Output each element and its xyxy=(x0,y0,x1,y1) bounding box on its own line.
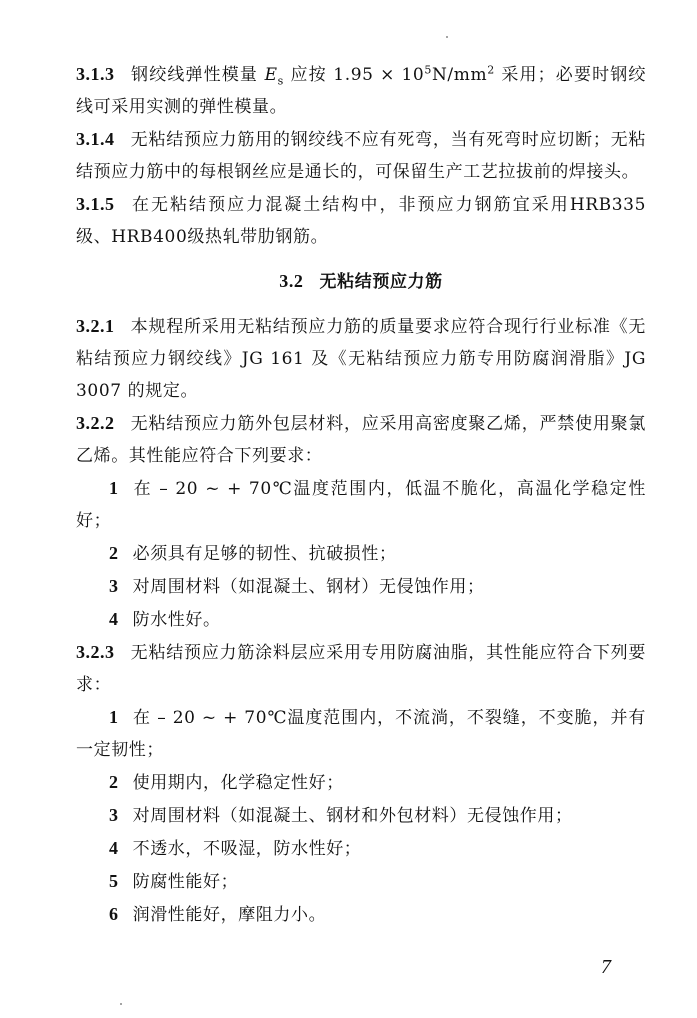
item-number: 4 xyxy=(109,838,119,858)
clause-text: 无粘结预应力筋外包层材料，应采用高密度聚乙烯，严禁使用聚氯乙烯。其性能应符合下列要求： xyxy=(76,414,646,466)
item-number: 5 xyxy=(109,871,119,891)
clause-text-part: 应按 1.95 × 10 xyxy=(283,65,425,85)
section-title: 无粘结预应力筋 xyxy=(319,272,443,292)
modulus-symbol: E xyxy=(264,65,278,85)
item-text: 防水性好。 xyxy=(132,610,221,630)
item-number: 4 xyxy=(109,609,119,629)
item-text: 在 – 20 ~ + 70℃温度范围内，低温不脆化，高温化学稳定性好； xyxy=(76,479,646,531)
item-number: 2 xyxy=(109,772,119,792)
list-item xyxy=(76,898,646,931)
list-item xyxy=(76,537,646,570)
scan-speck xyxy=(120,1003,122,1005)
clause-number: 3.2.2 xyxy=(76,413,115,433)
clause-number: 3.1.4 xyxy=(76,129,115,149)
unit-text: N/mm xyxy=(431,65,488,85)
clause-number: 3.1.3 xyxy=(76,64,115,84)
item-number: 3 xyxy=(109,576,119,596)
modulus-subscript: s xyxy=(277,74,284,88)
section-number: 3.2 xyxy=(279,271,304,291)
item-number: 1 xyxy=(109,478,119,498)
exponent: 5 xyxy=(424,63,432,77)
item-text: 润滑性能好，摩阻力小。 xyxy=(132,905,327,925)
clause-3-1-4 xyxy=(76,123,646,188)
list-item xyxy=(76,799,646,832)
item-text: 防腐性能好； xyxy=(132,872,239,892)
clause-3-2-2 xyxy=(76,407,646,472)
clause-text-part: 钢绞线弹性模量 xyxy=(130,65,265,85)
list-item xyxy=(76,603,646,636)
clause-text: 本规程所采用无粘结预应力筋的质量要求应符合现行行业标准《无粘结预应力钢绞线》JG 161 及《无粘结预应力筋专用防腐润滑脂》JG 3007 的规定。 xyxy=(76,317,646,401)
item-text: 在 – 20 ~ + 70℃温度范围内，不流淌，不裂缝，不变脆，并有一定韧性； xyxy=(76,708,646,760)
list-item xyxy=(76,472,646,537)
item-number: 1 xyxy=(109,707,119,727)
item-text: 必须具有足够的韧性、抗破损性； xyxy=(132,544,397,564)
clause-3-2-1 xyxy=(76,310,646,407)
item-text: 使用期内，化学稳定性好； xyxy=(132,773,344,793)
list-item xyxy=(76,832,646,865)
section-heading xyxy=(76,265,646,298)
list-item xyxy=(76,766,646,799)
clause-text-part: 采用；必要时钢绞线可采用实测的弹性模量。 xyxy=(76,65,646,117)
item-number: 3 xyxy=(109,805,119,825)
page-content xyxy=(76,58,646,931)
clause-number: 3.1.5 xyxy=(76,194,115,214)
unit-exponent: 2 xyxy=(487,63,495,77)
clause-3-2-3 xyxy=(76,636,646,701)
page-number: 7 xyxy=(601,956,611,978)
clause-number: 3.2.1 xyxy=(76,316,115,336)
scan-speck xyxy=(446,36,448,38)
clause-text: 在无粘结预应力混凝土结构中，非预应力钢筋宜采用HRB335级、HRB400级热轧带肋钢筋。 xyxy=(76,195,646,247)
clause-3-1-5 xyxy=(76,188,646,253)
clause-text: 无粘结预应力筋用的钢绞线不应有死弯，当有死弯时应切断；无粘结预应力筋中的每根钢丝应是通长的，可保留生产工艺拉拔前的焊接头。 xyxy=(76,130,646,182)
item-text: 对周围材料（如混凝土、钢材和外包材料）无侵蚀作用； xyxy=(132,806,573,826)
item-number: 2 xyxy=(109,543,119,563)
clause-text: 无粘结预应力筋涂料层应采用专用防腐油脂，其性能应符合下列要求： xyxy=(76,643,646,695)
item-text: 对周围材料（如混凝土、钢材）无侵蚀作用； xyxy=(132,577,485,597)
item-text: 不透水，不吸湿，防水性好； xyxy=(132,839,362,859)
clause-number: 3.2.3 xyxy=(76,642,115,662)
clause-3-1-3 xyxy=(76,58,646,123)
list-item xyxy=(76,701,646,766)
list-item xyxy=(76,865,646,898)
item-number: 6 xyxy=(109,904,119,924)
list-item xyxy=(76,570,646,603)
